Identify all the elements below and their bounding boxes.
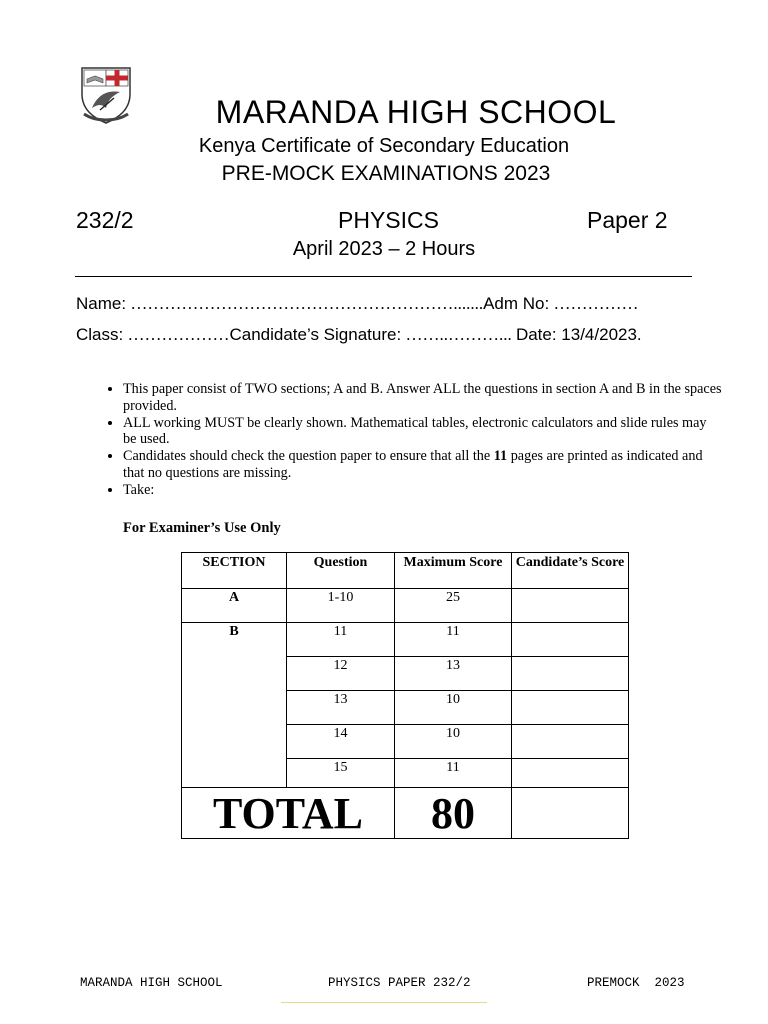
name-field[interactable]: ………………………………………………….......: [126, 294, 484, 313]
certificate-title: Kenya Certificate of Secondary Education: [198, 135, 570, 157]
max-score-cell: 11: [395, 759, 512, 788]
candidate-score-cell[interactable]: [512, 657, 629, 691]
paper-code: 232/2: [76, 207, 134, 233]
max-score-cell: 10: [395, 691, 512, 725]
max-score-cell: 10: [395, 725, 512, 759]
max-score-cell: 11: [395, 623, 512, 657]
table-row: [182, 623, 629, 657]
instruction-item: • This paper consist of TWO sections; A and B. Answer ALL the questions in section A and B in the spaces provided.: [123, 381, 723, 415]
footer-divider: [281, 1002, 487, 1003]
adm-label: Adm No:: [483, 294, 550, 313]
footer-school: MARANDA HIGH SCHOOL: [80, 976, 223, 990]
question-cell: 13: [287, 691, 395, 725]
class-field[interactable]: ………………: [123, 325, 230, 344]
footer-paper: PHYSICS PAPER 232/2: [328, 976, 471, 990]
header-candidate-score: Candidate’s Score: [512, 553, 629, 589]
instruction-item: • Take:: [123, 482, 723, 499]
total-candidate-score[interactable]: [512, 788, 629, 839]
table-header-row: [182, 553, 629, 589]
name-adm-line: [76, 294, 638, 314]
candidate-score-cell[interactable]: [512, 759, 629, 788]
max-score-cell: 13: [395, 657, 512, 691]
name-label: Name:: [76, 294, 127, 313]
candidate-score-cell[interactable]: [512, 589, 629, 623]
question-cell: 12: [287, 657, 395, 691]
question-cell: 14: [287, 725, 395, 759]
candidate-score-cell[interactable]: [512, 725, 629, 759]
signature-field[interactable]: ……..………...: [401, 325, 516, 344]
footer-exam: PREMOCK 2023: [587, 976, 685, 990]
class-signature-date-line: [76, 325, 642, 345]
paper-number: Paper 2: [587, 207, 668, 233]
header-question: Question: [287, 553, 395, 589]
instructions-list: [100, 381, 723, 499]
total-row: [182, 788, 629, 839]
score-table: [181, 552, 629, 839]
total-max-score: 80: [395, 788, 512, 839]
max-score-cell: 25: [395, 589, 512, 623]
section-cell: B: [182, 623, 287, 788]
examiner-use-title: For Examiner’s Use Only: [123, 520, 281, 536]
question-cell: 11: [287, 623, 395, 657]
header-divider: [75, 276, 692, 277]
instruction-item: • ALL working MUST be clearly shown. Mathematical tables, electronic calculators and slide rules may be used.: [123, 415, 723, 449]
date-value: 13/4/2023.: [556, 325, 642, 344]
question-cell: 15: [287, 759, 395, 788]
header-section: SECTION: [182, 553, 287, 589]
candidate-score-cell[interactable]: [512, 691, 629, 725]
subject-name: PHYSICS: [338, 207, 439, 233]
exam-date-duration: April 2023 – 2 Hours: [292, 238, 476, 260]
class-label: Class:: [76, 325, 124, 344]
date-label: Date:: [515, 325, 557, 344]
total-label: TOTAL: [182, 788, 395, 839]
candidate-score-cell[interactable]: [512, 623, 629, 657]
question-cell: 1-10: [287, 589, 395, 623]
adm-field[interactable]: ……………: [549, 294, 639, 313]
signature-label: Candidate’s Signature:: [229, 325, 402, 344]
instruction-item: • Candidates should check the question paper to ensure that all the 11 pages are printed as indicated and that no questions are missing.: [123, 448, 723, 482]
header-maximum-score: Maximum Score: [395, 553, 512, 589]
school-name: MARANDA HIGH SCHOOL: [215, 94, 617, 130]
section-cell: A: [182, 589, 287, 623]
exam-title: PRE-MOCK EXAMINATIONS 2023: [221, 162, 551, 185]
table-row: [182, 589, 629, 623]
